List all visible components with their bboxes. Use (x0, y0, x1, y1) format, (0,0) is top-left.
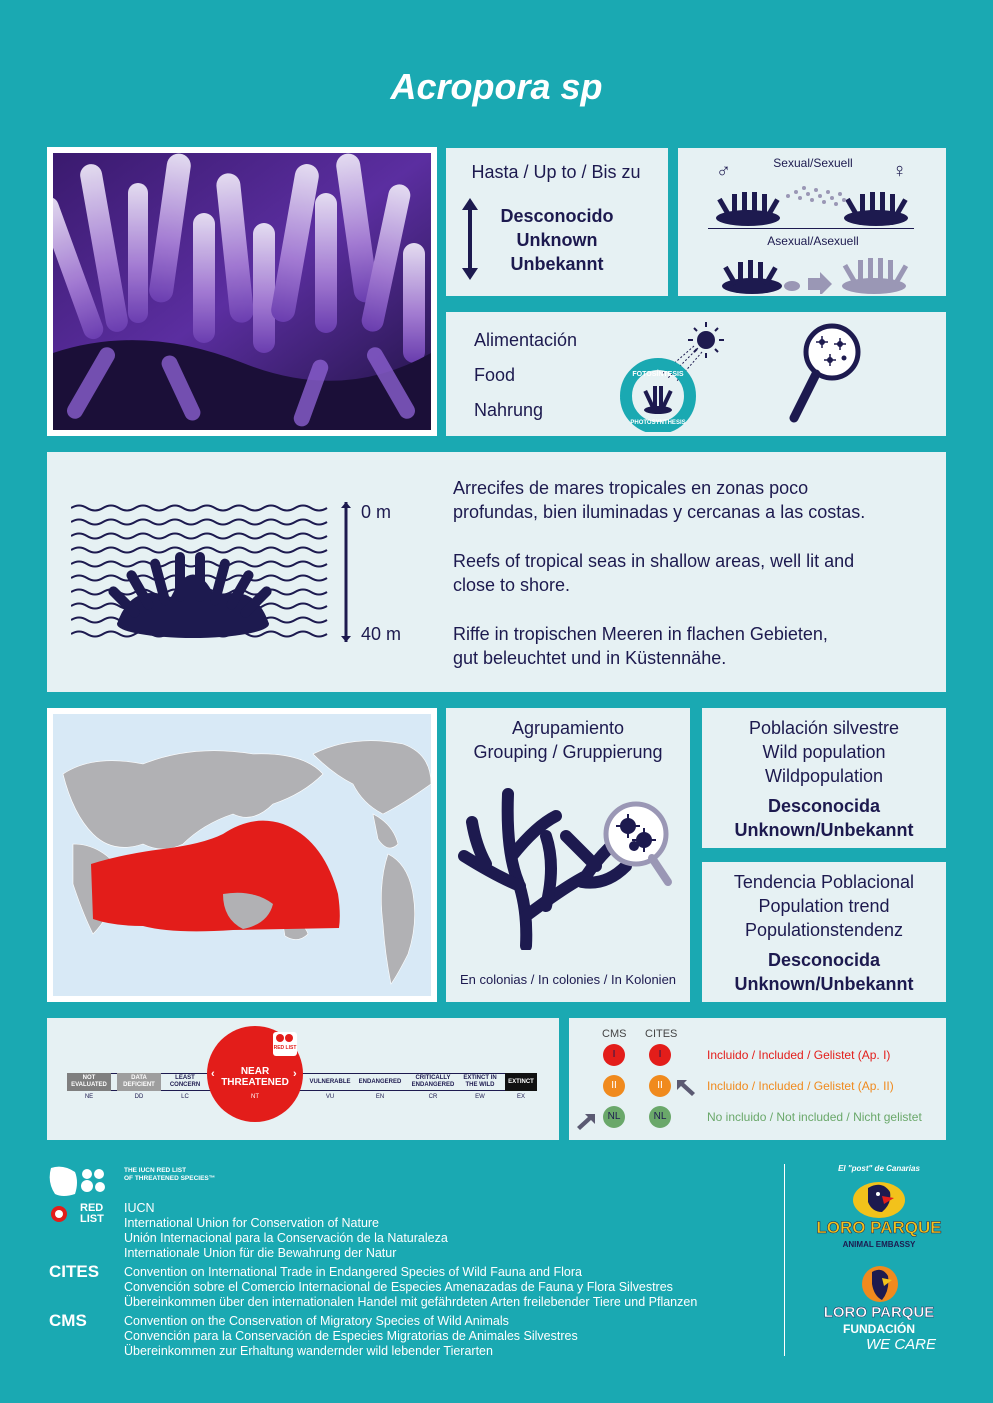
photosynthesis-top-text: FOTOSÍNTESIS (632, 371, 684, 378)
iucn-line: International Union for Conservation of Nature (124, 1216, 380, 1230)
size-value-es: Desconocido (500, 206, 614, 226)
habitat-en-line: close to shore. (453, 575, 571, 595)
photosynthesis-bottom-text: PHOTOSYNTHESIS (630, 420, 686, 426)
wild-population-heading-line: Wildpopulation (764, 766, 884, 786)
wild-population-panel (702, 708, 946, 848)
reproduction-panel (678, 148, 946, 296)
population-trend-value (702, 948, 946, 996)
size-panel (446, 148, 668, 296)
badge-dot-icon (285, 1034, 293, 1042)
magnifier-plankton-icon (786, 322, 866, 426)
logo1-tagline: El "post" de Canarias (838, 1164, 920, 1173)
logo1-name: LORO PARQUE (816, 1218, 942, 1237)
chevron-right-icon: › (293, 1068, 297, 1080)
grouping-heading (446, 716, 690, 764)
red-list-badge-icon (273, 1032, 297, 1056)
legend-app2: Incluido / Included / Gelistet (Ap. II) (707, 1079, 894, 1093)
iucn-cat-ne: NOT EVALUATED (67, 1073, 111, 1091)
iucn-line: Internationale Union für die Bewahrung der Natur (124, 1246, 397, 1260)
food-panel (446, 312, 946, 436)
population-trend-panel (702, 862, 946, 1002)
divider (708, 228, 914, 229)
iucn-cat-ew: EXTINCT IN THE WILD (463, 1075, 497, 1088)
food-label-en: Food (474, 365, 516, 385)
sexual-reproduction-icon (708, 178, 918, 226)
iucn-cat-vu: VULNERABLE (309, 1078, 351, 1085)
near-threatened-label (207, 1066, 303, 1088)
size-heading: Hasta / Up to / Bis zu (471, 162, 641, 182)
logo2-name: LORO PARQUE (823, 1304, 935, 1321)
population-trend-heading (702, 870, 946, 942)
grouping-panel (446, 708, 690, 1002)
cites-status-arrow-icon (677, 1080, 695, 1096)
habitat-es-line: Arrecifes de mares tropicales en zonas poco (453, 478, 809, 498)
photosynthesis-icon (618, 318, 728, 432)
female-icon: ♀ (892, 160, 907, 182)
red-list-logo-text (80, 1203, 104, 1225)
grouping-heading-line: Agrupamiento (511, 718, 625, 738)
wild-population-heading (702, 716, 946, 788)
red-list-caption (124, 1167, 215, 1183)
size-value-en: Unknown (516, 230, 598, 250)
badge-dot-icon (276, 1034, 284, 1042)
cms-nl-badge: NL (603, 1106, 625, 1128)
grouping-caption: En colonias / In colonies / In Kolonien (459, 972, 677, 987)
depth-waves-coral-icon (71, 502, 331, 642)
sexual-label: Sexual/Sexuell (773, 156, 853, 170)
habitat-en-line: Reefs of tropical seas in shallow areas, well lit and (453, 551, 855, 571)
legend-app1: Incluido / Included / Gelistet (Ap. I) (707, 1048, 891, 1062)
habitat-de-line: Riffe in tropischen Meeren in flachen Gebieten, (453, 624, 828, 644)
red-list-badge-text: RED LIST (273, 1045, 297, 1051)
iucn-line: Unión Internacional para la Conservación de la Naturaleza (124, 1231, 448, 1245)
cites-cms-panel (569, 1018, 946, 1140)
wild-population-value (702, 794, 946, 842)
habitat-text-de (453, 622, 933, 670)
wild-population-heading-line: Población silvestre (748, 718, 900, 738)
parrot-icon (848, 1176, 910, 1220)
food-label-es: Alimentación (474, 330, 578, 350)
iucn-code-lc: LC (181, 1094, 189, 1100)
wild-population-value-line: Desconocida (767, 796, 881, 816)
iucn-cat-dd: DATA DEFICIENT (117, 1073, 161, 1091)
iucn-cat-ex: EXTINCT (505, 1073, 537, 1091)
logo2-tagline: WE CARE (866, 1336, 937, 1353)
iucn-status-panel (47, 1018, 559, 1140)
vertical-arrow-icon (462, 198, 478, 280)
grouping-heading-line: Grouping / Gruppierung (473, 742, 663, 762)
near-threatened-code: NT (251, 1094, 259, 1100)
asexual-reproduction-icon (716, 248, 926, 294)
depth-scale-icon (341, 502, 351, 642)
cites-app2-badge: II (649, 1075, 671, 1097)
red-list-caption-line: OF THREATENED SPECIES™ (124, 1175, 216, 1182)
cites-line: Übereinkommen über den internationalen Handel mit gefährdeten Arten freilebender Tiere und Pflanzen (124, 1295, 698, 1309)
cites-app1-badge: I (649, 1044, 671, 1066)
cites-heading: CITES (49, 1262, 100, 1281)
wild-population-value-line: Unknown/Unbekannt (734, 820, 914, 840)
cms-app2-badge: II (603, 1075, 625, 1097)
habitat-de-line: gut beleuchtet und in Küstennähe. (453, 648, 727, 668)
cms-heading: CMS (49, 1311, 87, 1330)
cites-description (124, 1265, 697, 1310)
footer-divider (784, 1164, 785, 1356)
near-threatened-line: THREATENED (221, 1077, 289, 1088)
cms-line: Übereinkommen zur Erhaltung wandernder wild lebender Tierarten (124, 1344, 493, 1358)
habitat-text-en (453, 549, 933, 597)
cms-line: Convención para la Conservación de Especies Migratorias de Animales Silvestres (124, 1329, 578, 1343)
cites-column-header: CITES (645, 1028, 678, 1040)
iucn-code-dd: DD (134, 1094, 144, 1100)
iucn-cat-lc: LEAST CONCERN (169, 1075, 201, 1088)
iucn-line: IUCN (124, 1201, 155, 1215)
chevron-left-icon: ‹ (211, 1068, 215, 1080)
red-list-logo-line: LIST (80, 1213, 104, 1225)
asexual-label: Asexual/Asexuell (767, 234, 859, 248)
male-icon: ♂ (716, 160, 731, 182)
iucn-description (124, 1201, 448, 1261)
habitat-es-line: profundas, bien iluminadas y cercanas a las costas. (453, 502, 866, 522)
population-trend-heading-line: Tendencia Poblacional (733, 872, 915, 892)
population-trend-value-line: Desconocida (767, 950, 881, 970)
wild-population-heading-line: Wild population (762, 742, 886, 762)
cms-status-arrow-icon (577, 1114, 595, 1130)
cms-column-header: CMS (602, 1028, 627, 1040)
food-label-de: Nahrung (474, 400, 544, 420)
cms-app1-badge: I (603, 1044, 625, 1066)
coral-photo (47, 147, 437, 436)
page-title: Acropora sp (390, 66, 603, 107)
size-value-de: Unbekannt (510, 254, 604, 274)
loro-parque-fundacion-logo (806, 1262, 952, 1358)
iucn-code-vu: VU (325, 1094, 335, 1100)
distribution-map (47, 708, 437, 1002)
depth-top-label: 0 m (361, 502, 392, 522)
iucn-code-ew: EW (475, 1094, 485, 1100)
cites-line: Convention on International Trade in Endangered Species of Wild Fauna and Flora (124, 1265, 582, 1279)
population-trend-heading-line: Population trend (758, 896, 890, 916)
habitat-text-es (453, 476, 933, 524)
iucn-cat-cr: CRITICALLY ENDANGERED (411, 1075, 455, 1088)
iucn-code-ne: NE (84, 1094, 94, 1100)
legend-not-listed: No incluido / Not included / Nicht gelistet (707, 1110, 922, 1124)
parrot-fundacion-icon (860, 1264, 900, 1304)
habitat-panel (47, 452, 946, 692)
population-trend-heading-line: Populationstendenz (744, 920, 904, 940)
near-threatened-line: NEAR (240, 1066, 270, 1077)
colony-branching-icon (456, 786, 676, 950)
iucn-code-cr: CR (428, 1094, 438, 1100)
cms-description (124, 1314, 578, 1359)
logo2-sub: FUNDACIÓN (843, 1322, 915, 1336)
iucn-code-en: EN (375, 1094, 385, 1100)
iucn-cat-en: ENDANGERED (358, 1078, 402, 1085)
cms-line: Convention on the Conservation of Migratory Species of Wild Animals (124, 1314, 509, 1328)
red-list-logo-line: RED (80, 1202, 104, 1214)
depth-bottom-label: 40 m (361, 624, 402, 644)
logo1-sub: ANIMAL EMBASSY (842, 1240, 916, 1249)
loro-parque-animal-embassy-logo (806, 1164, 952, 1254)
iucn-code-ex: EX (516, 1094, 525, 1100)
cites-line: Convención sobre el Comercio Internacional de Especies Amenazadas de Fauna y Flora Silvestres (124, 1280, 673, 1294)
size-value (492, 204, 622, 276)
red-list-caption-line: THE IUCN RED LIST (124, 1167, 187, 1174)
cites-nl-badge: NL (649, 1106, 671, 1128)
population-trend-value-line: Unknown/Unbekannt (734, 974, 914, 994)
